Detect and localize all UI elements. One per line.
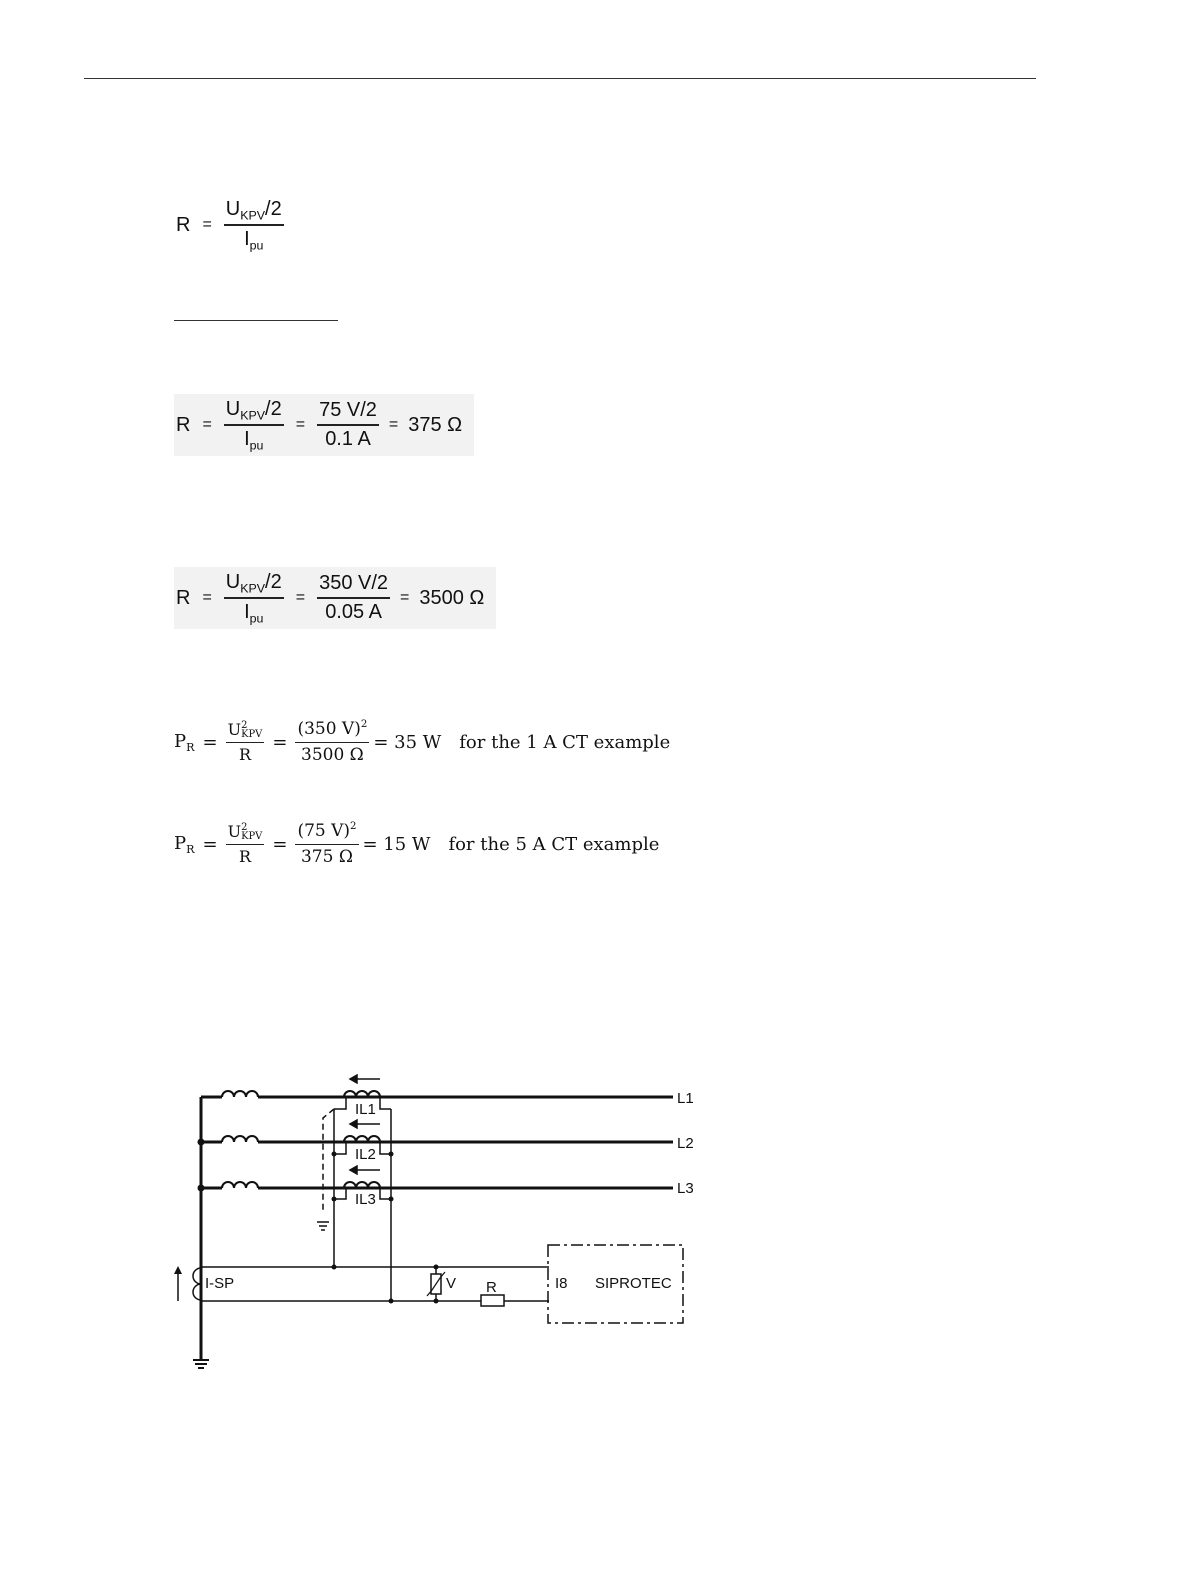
label-varistor: V: [446, 1275, 457, 1292]
eq1-u-sub: KPV: [240, 208, 266, 222]
eq1-equals: =: [202, 216, 212, 233]
eq3-u: U: [225, 570, 241, 593]
eq4-fraction-symbolic: U 2 KPV R: [227, 719, 263, 764]
label-il3: IL3: [355, 1191, 376, 1208]
eq3-den: 0.05 A: [325, 601, 382, 623]
label-l1: L1: [677, 1090, 694, 1107]
eq2-u-sub: KPV: [240, 408, 266, 422]
eq2-den: 0.1 A: [325, 428, 371, 450]
eq1-div: /2: [265, 197, 282, 220]
eq4-result: = 35 W: [373, 731, 442, 753]
label-l3: L3: [677, 1180, 694, 1197]
eq2-equals-2: =: [295, 416, 306, 433]
eq5-fraction-numeric: $\frac{(75 V)^2}{375 \Omega}$: [297, 821, 357, 867]
eq2-lhs: R: [176, 413, 191, 436]
eq5-note: for the 5 A CT example: [448, 833, 660, 855]
source-coil-l2: [222, 1136, 258, 1142]
eq3-equals: =: [202, 589, 212, 606]
label-input-i8: I8: [555, 1275, 568, 1292]
eq3-num: 350 V/2: [317, 572, 390, 599]
eq3-i-sub: pu: [249, 611, 264, 626]
eq2-i: I: [244, 428, 250, 450]
eq2-result: 375 Ω: [408, 413, 463, 436]
eq3-div: /2: [265, 570, 282, 593]
resistor-symbol: [481, 1295, 504, 1306]
eq5-fraction-symbolic: U 2 KPV R: [227, 821, 263, 866]
eq2-div: /2: [265, 397, 282, 420]
eq1-i: I: [244, 228, 250, 250]
eq1-lhs: R: [176, 213, 191, 236]
label-isp: I-SP: [205, 1275, 235, 1292]
eq1-u: U: [225, 197, 241, 220]
eq4-p: $P_R$: [174, 730, 195, 754]
eq5-p: $P_R$: [174, 832, 195, 856]
eq3-lhs: R: [176, 586, 191, 609]
eq5-equals-2: =: [272, 833, 288, 855]
label-il2: IL2: [355, 1146, 376, 1163]
eq2-u: U: [225, 397, 241, 420]
eq3-i: I: [244, 601, 250, 623]
label-l2: L2: [677, 1135, 694, 1152]
earth-symbol-ct: [317, 1222, 329, 1230]
eq3-equals-2: =: [295, 589, 306, 606]
eq4-equals-2: =: [272, 731, 288, 753]
label-siprotec: SIPROTEC: [595, 1275, 672, 1292]
eq2-equals: =: [202, 416, 212, 433]
eq1-i-sub: pu: [249, 238, 264, 253]
eq5-equals: =: [202, 833, 218, 855]
source-coil-l1: [222, 1091, 258, 1097]
label-resistor: R: [486, 1279, 497, 1296]
eq4-note: for the 1 A CT example: [459, 731, 671, 753]
earth-symbol-main: [193, 1360, 209, 1368]
eq4-fraction-numeric: $\frac{(350 V)^2}{3500 \Omega}$: [297, 719, 368, 765]
label-il1: IL1: [355, 1101, 376, 1118]
source-coil-l3: [222, 1182, 258, 1188]
eq2-i-sub: pu: [249, 438, 264, 453]
eq5-result: = 15 W: [362, 833, 431, 855]
eq2-num: 75 V/2: [317, 399, 379, 426]
isp-arrow: [174, 1266, 182, 1274]
eq3-result: 3500 Ω: [419, 586, 485, 609]
eq2-equals-3: =: [388, 416, 399, 433]
eq3-u-sub: KPV: [240, 581, 266, 595]
earthing-link: [323, 1109, 334, 1210]
eq3-equals-3: =: [400, 589, 410, 606]
eq4-equals: =: [202, 731, 218, 753]
